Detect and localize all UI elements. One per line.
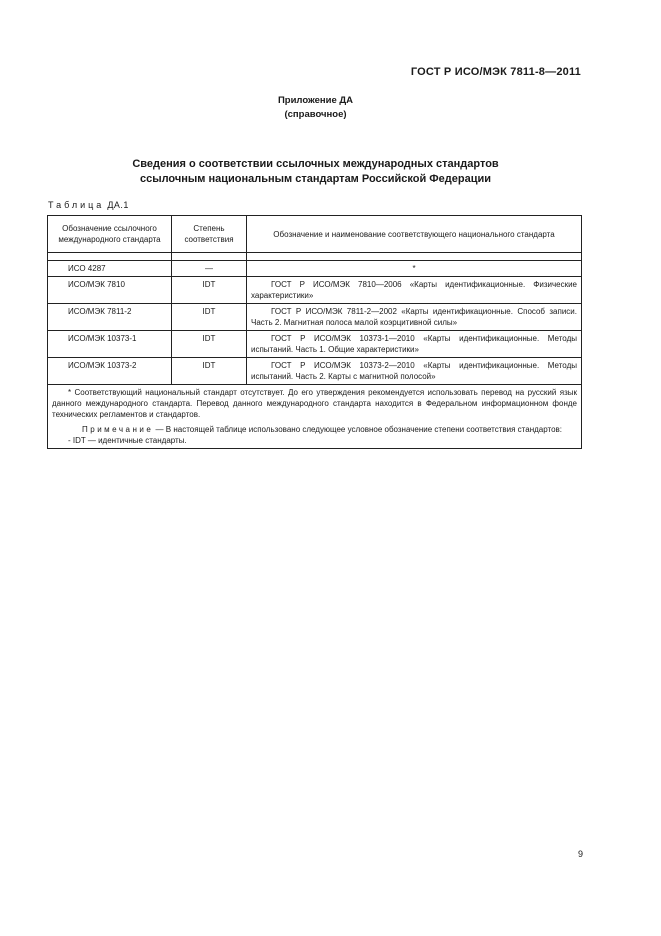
page-number: 9 (577, 849, 583, 859)
header-national-standard: Обозначение и наименование соответствующего национального стандарта (247, 216, 582, 253)
cell-degree: IDT (172, 304, 247, 331)
table-header-row (48, 216, 582, 253)
table-row (48, 358, 582, 385)
page-title-line1: Сведения о соответствии ссылочных международных стандартов (132, 158, 499, 170)
cell-degree: — (172, 261, 247, 277)
note-text: — В настоящей таблице использовано следующее условное обозначение степени соответствия стандартов: (155, 425, 562, 434)
cell-ref: ИСО/МЭК 7810 (48, 277, 172, 304)
table-row (48, 331, 582, 358)
annex-subtitle: (справочное) (284, 109, 347, 120)
cell-national (247, 358, 582, 385)
cell-national-text: ГОСТ Р ИСО/МЭК 10373-1—2010 «Карты идентификационные. Методы испытаний. Часть 1. Общие характеристики» (251, 334, 577, 354)
cell-national-text: ГОСТ Р ИСО/МЭК 7811-2—2002 «Карты идентификационные. Способ записи. Часть 2. Магнитная полоса малой коэрцитивной силы» (251, 307, 577, 327)
cell-national: * (247, 261, 582, 277)
standards-table (47, 215, 582, 449)
note (52, 424, 577, 435)
cell-degree: IDT (172, 331, 247, 358)
table-row (48, 304, 582, 331)
cell-ref: ИСО/МЭК 10373-1 (48, 331, 172, 358)
cell-ref: ИСО/МЭК 10373-2 (48, 358, 172, 385)
note-label: Примечание (82, 425, 154, 434)
note-item: - IDT — идентичные стандарты. (68, 436, 187, 445)
table-label (48, 200, 129, 210)
footnote: * Соответствующий национальный стандарт отсутствует. До его утверждения рекомендуется использовать перевод на русский язык данного международного стандарта. Перевод данного международного стандарта находится в Федеральном информационном фонде технических регламентов и стандартов. (52, 388, 577, 419)
table-row (48, 261, 582, 277)
cell-ref: ИСО/МЭК 7811-2 (48, 304, 172, 331)
cell-degree: IDT (172, 358, 247, 385)
table-row (48, 277, 582, 304)
cell-degree: IDT (172, 277, 247, 304)
cell-national-text: ГОСТ Р ИСО/МЭК 10373-2—2010 «Карты идентификационные. Методы испытаний. Часть 2. Карты с магнитной полосой» (251, 361, 577, 381)
table-label-word: Таблица (48, 200, 105, 210)
table-label-number: ДА.1 (107, 200, 129, 210)
annex-title: Приложение ДА (277, 95, 354, 106)
table-spacer (48, 253, 582, 261)
page-title-line2: ссылочным национальным стандартам Российской Федерации (139, 173, 492, 185)
header-degree: Степень соответствия (172, 216, 247, 253)
cell-national (247, 331, 582, 358)
header-ref-standard: Обозначение ссылочного международного стандарта (48, 216, 172, 253)
table-footer-row (48, 385, 582, 449)
table-footer (48, 385, 582, 449)
cell-national (247, 304, 582, 331)
annex-heading (0, 94, 631, 122)
cell-ref: ИСО 4287 (48, 261, 172, 277)
cell-national-text: ГОСТ Р ИСО/МЭК 7810—2006 «Карты идентификационные. Физические характеристики» (251, 280, 577, 300)
document-code: ГОСТ Р ИСО/МЭК 7811-8—2011 (410, 66, 581, 78)
cell-national (247, 277, 582, 304)
page-title (0, 157, 631, 187)
